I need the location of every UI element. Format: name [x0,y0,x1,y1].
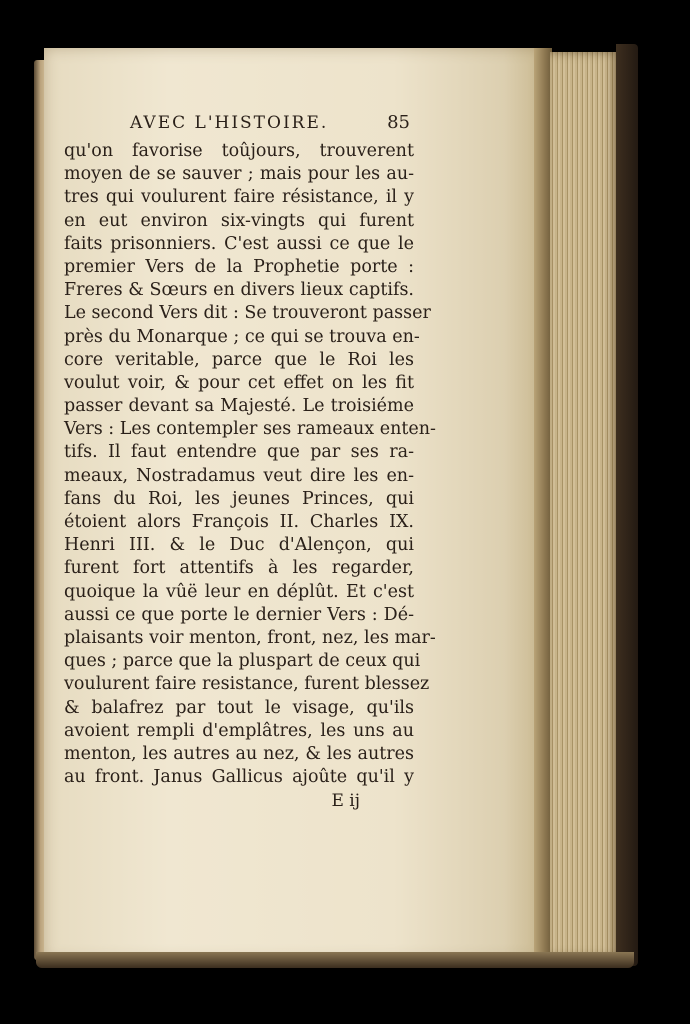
text-line: quoique la vûë leur en déplût. Et c'est [64,581,414,602]
text-line: plaisants voir menton, front, nez, les mar- [64,627,436,648]
back-cover [616,44,638,966]
text-lines [64,140,436,789]
text-line: près du Monarque ; ce qui se trouva en- [64,326,420,347]
text-line: & balafrez par tout le visage, qu'ils [64,697,414,718]
text-line: Henri III. & le Duc d'Alençon, qui [64,535,414,556]
running-header [64,112,414,140]
text-line: menton, les autres au nez, & les autres [64,743,414,764]
text-line: avoient rempli d'emplâtres, les uns au [64,720,414,741]
running-head-title: AVEC L'HISTOIRE. [130,113,329,133]
cover-bottom-edge [36,952,634,968]
text-line: tifs. Il faut entendre que par ses ra- [64,442,414,463]
text-line: qu'on favorise toûjours, trouverent [64,141,414,161]
page-block-edges [550,52,620,957]
page-text [64,112,436,813]
text-line: en eut environ six-vingts qui furent [64,210,414,231]
text-line: moyen de se sauver ; mais pour les au- [64,164,414,185]
text-line: étoient alors François II. Charles IX. [64,512,414,532]
text-line: voulut voir, & pour cet effet on les fit [64,372,414,393]
text-line: premier Vers de la Prophetie porte : [64,256,414,277]
text-line: au front. Janus Gallicus ajoûte qu'il y [64,767,414,788]
page-number: 85 [387,112,410,133]
text-line: Vers : Les contempler ses rameaux enten- [64,419,436,440]
text-line: Freres & Sœurs en divers lieux captifs. [64,280,414,301]
text-line: passer devant sa Majesté. Le troisiéme [64,396,414,417]
text-line: ques ; parce que la pluspart de ceux qui [64,651,421,672]
text-line: furent fort attentifs à les regarder, [64,558,414,579]
text-line: fans du Roi, les jeunes Princes, qui [64,488,414,509]
signature-mark: E ij [331,791,360,812]
text-line: meaux, Nostradamus veut dire les en- [64,465,414,486]
text-line: aussi ce que porte le dernier Vers : Dé- [64,604,414,625]
text-line: core veritable, parce que le Roi les [64,349,414,370]
text-line: voulurent faire resistance, furent blessez [64,674,430,695]
text-line: faits prisonniers. C'est aussi ce que le [64,233,414,254]
text-line: tres qui voulurent faire résistance, il y [64,187,414,208]
text-line: Le second Vers dit : Se trouveront passer [64,303,431,324]
